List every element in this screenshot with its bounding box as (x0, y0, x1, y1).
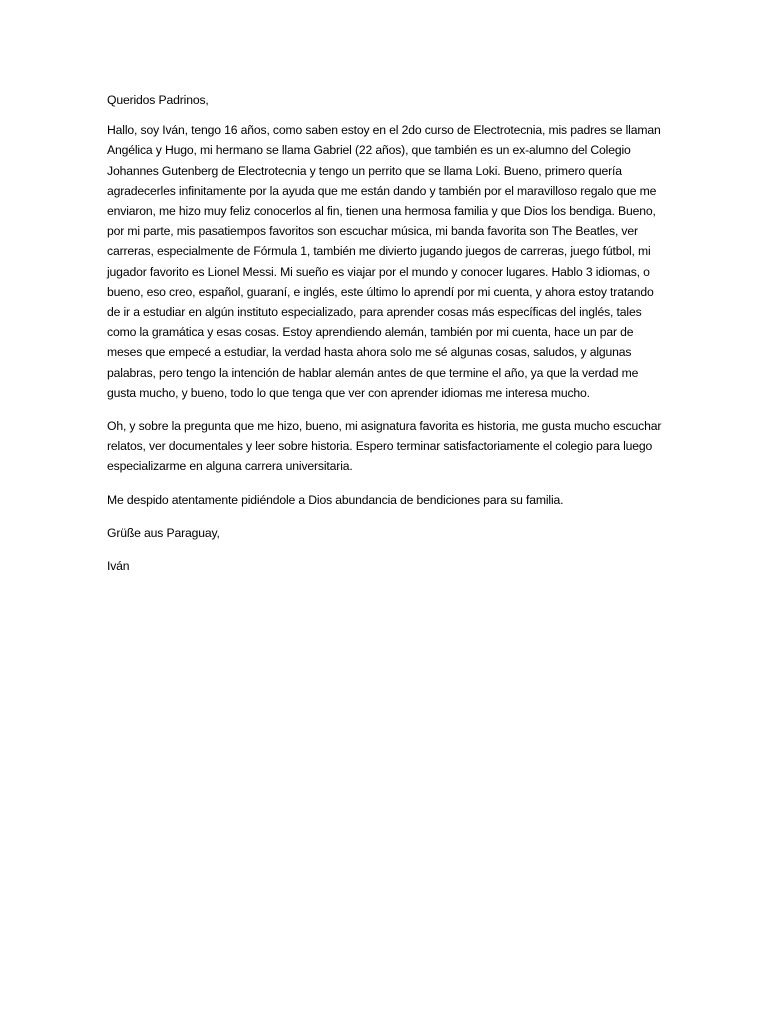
letter-paragraph-1: Hallo, soy Iván, tengo 16 años, como saben estoy en el 2do curso de Electrotecnia, mis padres se llaman Angélica y Hugo, mi hermano se llama Gabriel (22 años), que también es un ex-alumno del Colegio Johannes Gutenberg de Electrotecnia y tengo un perrito que se llama Loki. Bueno, primero quería agradecerles infinitamente por la ayuda que me están dando y también por el maravilloso regalo que me enviaron, me hizo muy feliz conocerlos al fin, tienen una hermosa familia y que Dios los bendiga. Bueno, por mi parte, mis pasatiempos favoritos son escuchar música, mi banda favorita son The Beatles, ver carreras, especialmente de Fórmula 1, también me divierto jugando juegos de carreras, juego fútbol, mi jugador favorito es Lionel Messi. Mi sueño es viajar por el mundo y conocer lugares. Hablo 3 idiomas, o bueno, eso creo, español, guaraní, e inglés, este último lo aprendí por mi cuenta, y ahora estoy tratando de ir a estudiar en algún instituto especializado, para aprender cosas más específicas del inglés, tales como la gramática y esas cosas. Estoy aprendiendo alemán, también por mi cuenta, hace un par de meses que empecé a estudiar, la verdad hasta ahora solo me sé algunas cosas, saludos, y algunas palabras, pero tengo la intención de hablar alemán antes de que termine el año, ya que la verdad me gusta mucho, y bueno, todo lo que tenga que ver con aprender idiomas me interesa mucho. (107, 123, 661, 400)
letter-signature: Iván (107, 559, 130, 574)
letter-salutation: Queridos Padrinos, (107, 93, 209, 107)
letter-closing: Grüße aus Paraguay, (107, 525, 220, 540)
letter-paragraph-3: Me despido atentamente pidiéndole a Dios abundancia de bendiciones para su familia. (107, 492, 564, 507)
letter-body (107, 90, 663, 589)
letter-paragraph-2: Oh, y sobre la pregunta que me hizo, bueno, mi asignatura favorita es historia, me gusta mucho escuchar relatos, ver documentales y leer sobre historia. Espero terminar satisfactoriamente el colegio para luego especializarme en alguna carrera universitaria. (107, 419, 662, 474)
